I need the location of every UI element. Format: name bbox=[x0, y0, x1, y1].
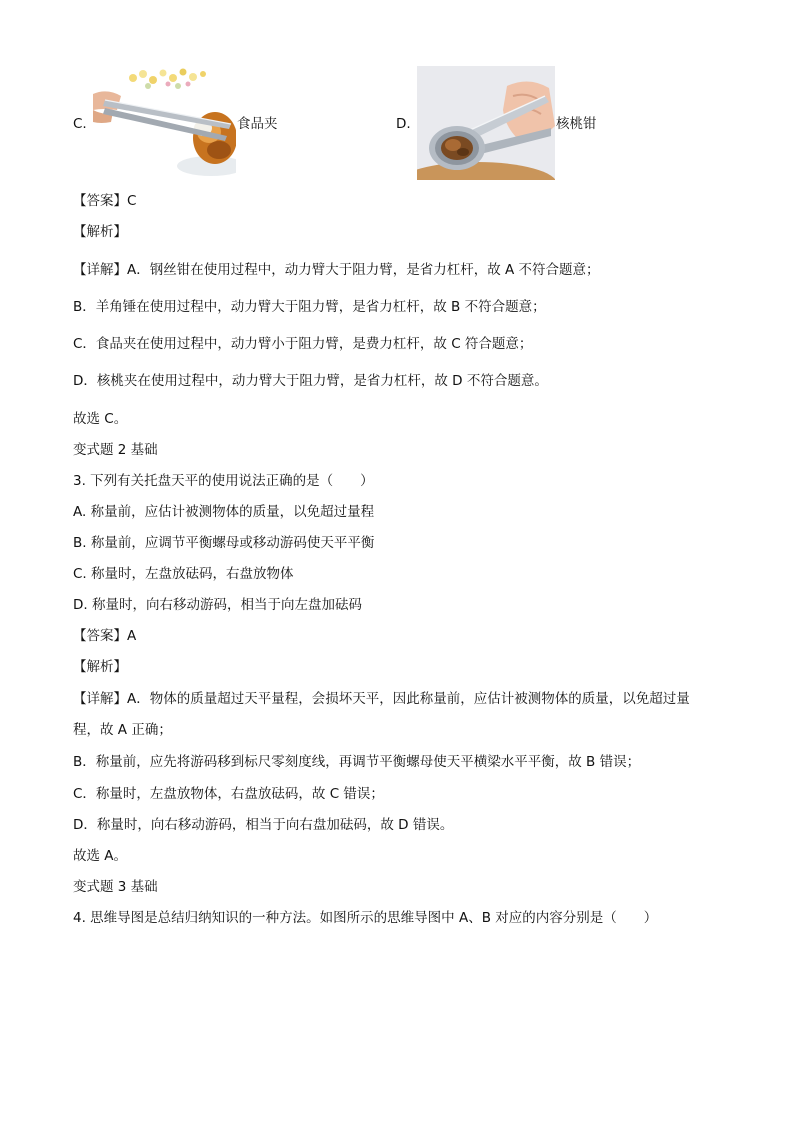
q2-detail-b: B．羊角锤在使用过程中，动力臂大于阻力臂，是省力杠杆，故 B 不符合题意； bbox=[73, 299, 546, 315]
q3-answer: 【答案】A bbox=[73, 628, 137, 644]
food-tongs-image bbox=[93, 66, 236, 180]
q3-option-b: B. 称量前，应调节平衡螺母或移动游码使天平平衡 bbox=[73, 535, 375, 551]
q2-conclusion: 故选 C。 bbox=[73, 411, 128, 427]
q3-detail-a-line1: 【详解】A．物体的质量超过天平量程，会损坏天平，因此称量前，应估计被测物体的质量，以免超过量 bbox=[73, 691, 690, 707]
variant-3-heading: 变式题 3 基础 bbox=[73, 879, 158, 895]
q4-stem: 4. 思维导图是总结归纳知识的一种方法。如图所示的思维导图中 A、B 对应的内容分别是（ ） bbox=[73, 910, 658, 926]
q3-stem: 3. 下列有关托盘天平的使用说法正确的是（ ） bbox=[73, 473, 374, 489]
q3-detail-c: C．称量时，左盘放物体，右盘放砝码，故 C 错误； bbox=[73, 786, 384, 802]
q3-option-c: C. 称量时，左盘放砝码，右盘放物体 bbox=[73, 566, 294, 582]
q3-analysis-heading: 【解析】 bbox=[73, 659, 127, 675]
q3-conclusion: 故选 A。 bbox=[73, 848, 128, 864]
q3-detail-b: B．称量前，应先将游码移到标尺零刻度线，再调节平衡螺母使天平横梁水平平衡，故 B 错误； bbox=[73, 754, 641, 770]
q2-detail-a: 【详解】A．钢丝钳在使用过程中，动力臂大于阻力臂，是省力杠杆，故 A 不符合题意； bbox=[73, 262, 600, 278]
option-d-label: D. bbox=[396, 116, 411, 132]
q2-detail-d: D．核桃夹在使用过程中，动力臂大于阻力臂，是省力杠杆，故 D 不符合题意。 bbox=[73, 373, 548, 389]
q3-detail-a-line2: 程，故 A 正确； bbox=[73, 722, 172, 738]
walnut-cracker-image bbox=[417, 66, 555, 180]
option-d-caption: 核桃钳 bbox=[556, 116, 597, 132]
q3-option-a: A. 称量前，应估计被测物体的质量，以免超过量程 bbox=[73, 504, 375, 520]
option-c-label: C. bbox=[73, 116, 87, 132]
q3-option-d: D. 称量时，向右移动游码，相当于向左盘加砝码 bbox=[73, 597, 362, 613]
q2-answer: 【答案】C bbox=[73, 193, 137, 209]
q2-analysis-heading: 【解析】 bbox=[73, 224, 127, 240]
option-c-caption: 食品夹 bbox=[237, 116, 278, 132]
q3-detail-d: D．称量时，向右移动游码，相当于向右盘加砝码，故 D 错误。 bbox=[73, 817, 454, 833]
variant-2-heading: 变式题 2 基础 bbox=[73, 442, 158, 458]
q2-detail-c: C．食品夹在使用过程中，动力臂小于阻力臂，是费力杠杆，故 C 符合题意； bbox=[73, 336, 533, 352]
